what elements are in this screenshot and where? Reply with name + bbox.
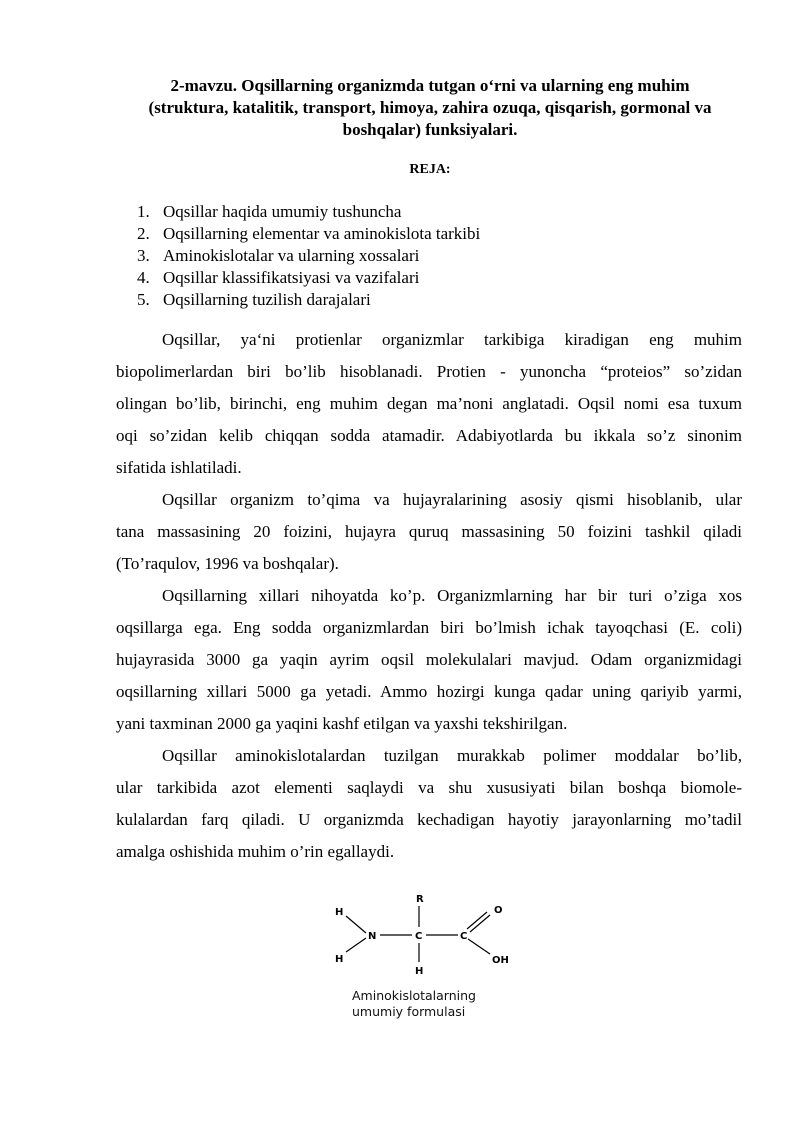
bond-h-n-bottom xyxy=(346,938,366,952)
plan-item xyxy=(137,245,637,267)
caption-line: Aminokislotalarning xyxy=(352,988,476,1003)
atom-c-alpha: C xyxy=(415,931,423,942)
title-line: 2-mavzu. Oqsillarning organizmda tutgan o‘rni va ularning eng muhim xyxy=(170,76,690,95)
bond-h-n-top xyxy=(346,916,366,933)
paragraph-line: oqi so’zidan kelib chiqqan sodda atamadir. Adabiyotlarda bu ikkala so’z sinonim xyxy=(116,426,742,445)
plan-item-text: Oqsillarning elementar va aminokislota tarkibi xyxy=(163,224,481,243)
plan-item-number: 2. xyxy=(137,224,150,243)
paragraph-line: Oqsillar aminokislotalardan tuzilgan murakkab polimer moddalar bo’lib, xyxy=(162,746,742,765)
paragraph-line: (To’raqulov, 1996 va boshqalar). xyxy=(116,554,339,573)
paragraph-line: hujayrasida 3000 ga yaqin ayrim oqsil molekulalari mavjud. Odam organizmidagi xyxy=(116,650,742,669)
atom-h-alpha: H xyxy=(415,966,424,977)
plan-item-text: Oqsillar haqida umumiy tushuncha xyxy=(163,202,402,221)
atom-c-carboxyl: C xyxy=(460,931,468,942)
plan-item-text: Oqsillar klassifikatsiyasi va vazifalari xyxy=(163,268,420,287)
page-title xyxy=(110,75,750,141)
paragraph-line: Oqsillarning xillari nihoyatda ko’p. Organizmlarning har bir turi o’ziga xos xyxy=(162,586,742,605)
paragraph-composition xyxy=(116,740,742,868)
plan-item xyxy=(137,289,637,311)
plan-item xyxy=(137,267,637,289)
plan-item-number: 4. xyxy=(137,268,150,287)
paragraph-line: sifatida ishlatiladi. xyxy=(116,458,242,477)
paragraph-variety xyxy=(116,580,742,740)
paragraph-line: yani taxminan 2000 ga yaqini kashf etilgan va yaxshi tekshirilgan. xyxy=(116,714,568,733)
paragraph-line: kulalardan farq qiladi. U organizmda kechadigan hayotiy jarayonlarning mo’tadil xyxy=(116,810,742,829)
paragraph-line: tana massasining 20 foizini, hujayra quruq massasining 50 foizini tashkil qiladi xyxy=(116,522,742,541)
paragraph-line: oqsillarga ega. Eng sodda organizmlardan biri bo’lmish ichak tayoqchasi (E. coli) xyxy=(116,618,742,637)
formula-caption xyxy=(352,988,552,1020)
plan-heading: REJA: xyxy=(409,162,451,177)
plan-item-text: Aminokislotalar va ularning xossalari xyxy=(163,246,420,265)
plan-item-number: 5. xyxy=(137,290,150,309)
paragraph-line: amalga oshishida muhim o’rin egallaydi. xyxy=(116,842,395,861)
paragraph-line: Oqsillar organizm to’qima va hujayralarining asosiy qismi hisoblanib, ular xyxy=(162,490,742,509)
paragraph-line: olingan bo’lib, birinchi, eng muhim degan ma’noni anglatadi. Oqsil nomi esa tuxum xyxy=(116,394,742,413)
amino-acid-structural-formula xyxy=(330,888,530,988)
plan-item-text: Oqsillarning tuzilish darajalari xyxy=(163,290,371,309)
plan-item-number: 1. xyxy=(137,202,150,221)
group-oh: OH xyxy=(492,955,509,966)
paragraph-mass xyxy=(116,484,742,580)
group-r: R xyxy=(416,894,424,905)
atom-n: N xyxy=(368,931,377,942)
title-line: boshqalar) funksiyalari. xyxy=(342,120,518,139)
atom-h-bottom: H xyxy=(335,954,344,965)
paragraph-line: oqsillarning xillari 5000 ga yetadi. Ammo hozirgi kunga qadar uning qariyib yarmi, xyxy=(116,682,742,701)
paragraph-line: ular tarkibida azot elementi saqlaydi va shu xususiyati bilan boshqa biomole- xyxy=(116,778,742,797)
paragraph-line: Oqsillar, ya‘ni protienlar organizmlar tarkibiga kiradigan eng muhim xyxy=(162,330,742,349)
atom-o: O xyxy=(494,905,503,916)
plan-item xyxy=(137,201,637,223)
atom-h-top: H xyxy=(335,907,344,918)
title-line: (struktura, katalitik, transport, himoya, zahira ozuqa, qisqarish, gormonal va xyxy=(148,98,712,117)
paragraph-line: biopolimerlardan biri bo’lib hisoblanadi. Protien - yunoncha “proteios” so’zidan xyxy=(116,362,742,381)
bond-c-oh xyxy=(468,939,490,954)
paragraph-intro xyxy=(116,324,742,484)
caption-line: umumiy formulasi xyxy=(352,1004,466,1019)
plan-list xyxy=(137,201,637,311)
plan-item xyxy=(137,223,637,245)
plan-item-number: 3. xyxy=(137,246,150,265)
